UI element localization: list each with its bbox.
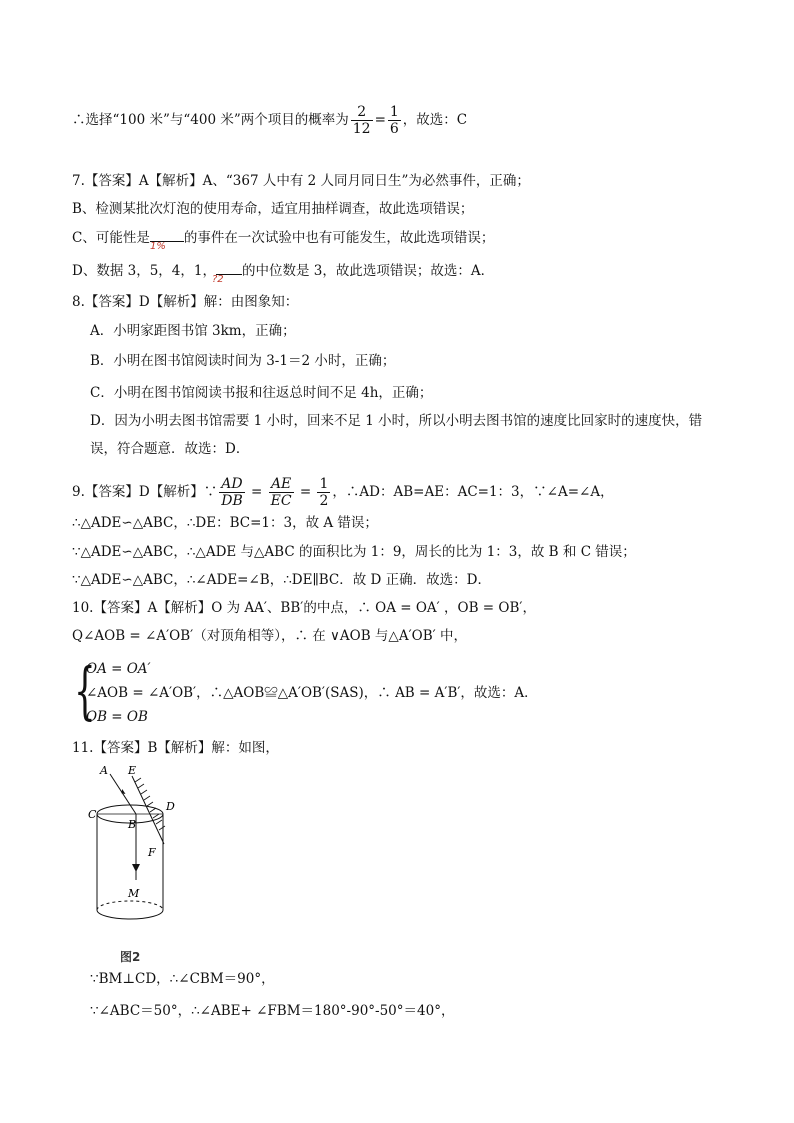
- system-brace: {: [74, 654, 96, 727]
- q10-system-eq3: OB = OB: [86, 709, 148, 725]
- fraction-denominator: 2: [319, 493, 329, 509]
- q10-system-eq2: ∠AOB = ∠A′OB′，∴△AOB≌△A′OB′(SAS)，∴ AB = A′B′，故选：A．: [86, 685, 538, 701]
- fraction-denominator: DB: [221, 493, 243, 509]
- q8-option-c: C．小明在图书馆阅读书报和往返总时间不足 4h，正确；: [90, 385, 433, 401]
- down-arrow-icon: [132, 864, 140, 872]
- q8-option-d-line1: D．因为小明去图书馆需要 1 小时，回来不足 1 小时，所以小明去图书馆的速度比回家时的速度快，错: [90, 413, 703, 429]
- label-a: A: [100, 764, 108, 777]
- fraction-numerator: 1: [319, 476, 329, 492]
- figure-caption: 图2: [120, 950, 141, 964]
- q10-system-eq1: OA = OA′: [86, 661, 151, 677]
- q8-option-a: A．小明家距图书馆 3km，正确；: [90, 323, 296, 339]
- q9-answer-line: 9.【答案】D【解析】∵ $\frac{AD}{DB}$ = $\frac{AE}{EC}$ = $\frac{1}{2}$ ，∴AD：AB=AE：AC=1：3，∵∠A=∠A，: [72, 476, 614, 509]
- label-f: F: [148, 846, 156, 859]
- q10-line2: Q∠AOB = ∠A′OB′（对顶角相等），∴ 在 ∨AOB 与△A′OB′ 中，: [72, 628, 467, 644]
- fraction-2-12: [351, 104, 373, 137]
- fraction-ae-ec: [269, 476, 294, 509]
- q7-d-text-b: 的中位数是 3，故此选项错误；故选：A．: [241, 263, 495, 279]
- label-m: M: [128, 887, 140, 900]
- q11-answer-line: 11.【答案】B【解析】解：如图，: [72, 740, 279, 756]
- label-d: D: [166, 800, 175, 813]
- fraction-numerator: 2: [351, 104, 373, 121]
- q7-d-text-a: D、数据 3，5，4，1，: [72, 263, 216, 279]
- q8-answer-line: 8.【答案】D【解析】解：由图象知：: [72, 294, 299, 310]
- q9-text-a: 9.【答案】D【解析】∵: [72, 484, 218, 500]
- equals-sign: =: [374, 112, 386, 128]
- q8-option-d-line2: 误，符合题意．故选：D．: [90, 441, 250, 457]
- fraction-1-2: [317, 476, 330, 509]
- fraction-numerator: 1: [389, 104, 399, 120]
- q9-line3: ∵△ADE∽△ABC，∴△ADE 与△ABC 的面积比为 1：9，周长的比为 1：3，故 B 和 C 错误；: [72, 544, 636, 560]
- q9-line2: ∴△ADE∽△ABC，∴DE：BC=1：3，故 A 错误；: [72, 515, 378, 531]
- fraction-denominator: 6: [389, 121, 399, 137]
- q7-c-text-a: C、可能性是: [72, 230, 150, 246]
- q7-option-b: B、检测某批次灯泡的使用寿命，适宜用抽样调查，故此选项错误；: [72, 201, 474, 217]
- cylinder-figure: [88, 762, 188, 942]
- handwritten-mark: ?2: [212, 274, 224, 285]
- label-c: C: [88, 808, 97, 821]
- q7-option-d: [72, 262, 494, 280]
- incident-ray: [110, 774, 136, 814]
- q7-answer-line: 7.【答案】A【解析】A、“367 人中有 2 人同月同日生”为必然事件，正确；: [72, 173, 530, 189]
- fraction-numerator: AE: [269, 476, 294, 493]
- handwritten-mark: 1%: [150, 241, 166, 252]
- fraction-ad-db: [219, 476, 245, 509]
- q6-choice-text: ，故选：C: [402, 112, 468, 128]
- cylinder-bottom-front: [97, 910, 163, 919]
- q11-line2: ∵BM⊥CD，∴∠CBM＝90°，: [90, 971, 275, 987]
- fraction-denominator: 12: [352, 121, 371, 137]
- label-e: E: [128, 764, 137, 777]
- fraction-denominator: EC: [270, 493, 292, 509]
- q6-conclusion-line: [72, 104, 467, 137]
- q8-option-b: B．小明在图书馆阅读时间为 3-1＝2 小时，正确；: [90, 353, 396, 369]
- q9-line4: ∵△ADE∽△ABC，∴∠ADE=∠B，∴DE∥BC．故 D 正确．故选：D．: [72, 572, 491, 588]
- fraction-1-6: [388, 104, 401, 137]
- label-b: B: [128, 818, 137, 831]
- q7-c-text-b: 的事件在一次试验中也有可能发生，故此选项错误；: [183, 230, 495, 246]
- q7-option-c: [72, 229, 494, 247]
- q9-text-b: ，∴AD：AB=AE：AC=1：3，∵∠A=∠A，: [332, 484, 614, 500]
- q10-answer-line: 10.【答案】A【解析】O 为 AA′、BB′的中点，∴ OA = OA′ ，OB = OB′，: [72, 600, 536, 616]
- q11-line3: ∵∠ABC＝50°，∴∠ABE+ ∠FBM＝180°-90°-50°＝40°，: [90, 1003, 455, 1019]
- q6-text: ∴选择“100 米”与“400 米”两个项目的概率为: [72, 112, 349, 128]
- cylinder-bottom-back: [97, 901, 163, 910]
- fraction-numerator: AD: [219, 476, 245, 493]
